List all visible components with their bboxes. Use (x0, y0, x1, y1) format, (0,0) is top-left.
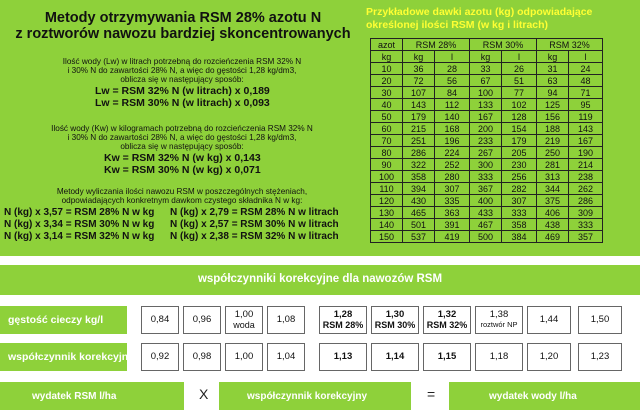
dose-table-body (371, 63, 603, 243)
formula-term-coeff (219, 382, 411, 410)
correction-banner-text: współczynniki korekcyjne dla nawozów RSM (197, 273, 443, 285)
dose-cell: 196 (435, 135, 470, 147)
dose-cell: 71 (569, 87, 603, 99)
dose-cell: 167 (569, 135, 603, 147)
azot-cell: 50 (371, 111, 403, 123)
density-cell (423, 306, 471, 334)
dose-cell: 200 (470, 123, 502, 135)
lw-formula-1: Lw = RSM 32% N (w litrach) x 0,189 (95, 85, 270, 97)
table-row (371, 123, 603, 135)
cell-value: 1,08 (276, 314, 296, 325)
dose-cell: 267 (470, 147, 502, 159)
dose-cell: 252 (435, 159, 470, 171)
unit-header: l (569, 51, 603, 63)
method-intro-2: odpowiadających konkretnym dawkom czystego składnika N w kg: (61, 196, 303, 205)
unit-header: l (435, 51, 470, 63)
density-cell (267, 306, 305, 334)
table-row (371, 159, 603, 171)
density-row-label (0, 306, 127, 334)
kw-formula-2: Kw = RSM 30% N (w kg) x 0,071 (104, 164, 261, 176)
dose-cell: 400 (470, 195, 502, 207)
unit-header: kg (470, 51, 502, 63)
table-row (371, 183, 603, 195)
dose-cell: 375 (537, 195, 569, 207)
table-row (371, 171, 603, 183)
azot-cell: 100 (371, 171, 403, 183)
dose-cell: 31 (537, 63, 569, 75)
formula-term-water-text: wydatek wody l/ha (489, 391, 577, 402)
method-intro-1: Metody wyliczania ilości nawozu RSM w poszczególnych stężeniach, (56, 187, 308, 196)
dose-cell: 188 (537, 123, 569, 135)
table-row (371, 219, 603, 231)
table-row (371, 147, 603, 159)
azot-header: azot (371, 39, 403, 51)
dose-cell: 128 (502, 111, 537, 123)
azot-cell: 10 (371, 63, 403, 75)
table-row (371, 87, 603, 99)
dose-cell: 313 (537, 171, 569, 183)
formula-term-coeff-text: współczynnik korekcyjny (247, 391, 368, 402)
dose-table-group-row (371, 39, 603, 51)
coeff-cell (423, 343, 471, 371)
formula-term-rsm (0, 382, 184, 410)
dose-cell: 112 (435, 99, 470, 111)
dose-cell: 333 (470, 171, 502, 183)
dose-cell: 36 (403, 63, 435, 75)
group-header-rsm32: RSM 32% (537, 39, 603, 51)
dose-cell: 391 (435, 219, 470, 231)
dose-cell: 179 (502, 135, 537, 147)
methods-section (0, 0, 366, 256)
azot-cell: 90 (371, 159, 403, 171)
dose-cell: 281 (537, 159, 569, 171)
coeff-cell (319, 343, 367, 371)
dose-cell: 419 (435, 231, 470, 243)
cell-value: 1,00 (234, 351, 254, 362)
dose-cell: 84 (435, 87, 470, 99)
methods-title-line1: Metody otrzymywania RSM 28% azotu N (44, 10, 322, 26)
dose-cell: 433 (470, 207, 502, 219)
cell-value: 1,14 (385, 351, 405, 362)
dose-cell: 307 (502, 195, 537, 207)
cell-value: 1,28 (333, 309, 353, 320)
kg-formula: N (kg) x 3,57 = RSM 28% N w kg (4, 207, 155, 218)
dose-cell: 256 (502, 171, 537, 183)
unit-header: kg (403, 51, 435, 63)
dose-cell: 358 (403, 171, 435, 183)
cell-value: 1,50 (590, 314, 610, 325)
density-cell (141, 306, 179, 334)
dose-cell: 215 (403, 123, 435, 135)
cell-value: 1,04 (276, 351, 296, 362)
water-intro-2: i 30% N do zawartości 28% N, a więc do gęstości 1,28 kg/dm3, (67, 66, 297, 75)
water-intro-1: Ilość wody (Lw) w litrach potrzebną do rozcieńczenia RSM 32% N (62, 57, 302, 66)
dose-cell: 406 (537, 207, 569, 219)
cell-value: 0,96 (192, 314, 212, 325)
cell-value: 0,98 (192, 351, 212, 362)
cell-sublabel: RSM 30% (374, 320, 416, 330)
dose-table (370, 38, 603, 243)
dose-cell: 133 (470, 99, 502, 111)
dose-cell: 537 (403, 231, 435, 243)
cell-value: 1,00 (234, 309, 254, 320)
cell-value: 1,30 (385, 309, 405, 320)
table-row (371, 207, 603, 219)
dose-cell: 467 (470, 219, 502, 231)
dose-cell: 72 (403, 75, 435, 87)
density-cell (183, 306, 221, 334)
litre-formula: N (kg) x 2,57 = RSM 30% N w litrach (170, 219, 339, 230)
dose-cell: 233 (470, 135, 502, 147)
dose-cell: 286 (403, 147, 435, 159)
dose-cell: 367 (470, 183, 502, 195)
dose-cell: 33 (470, 63, 502, 75)
dose-cell: 102 (502, 99, 537, 111)
correction-banner (0, 265, 640, 295)
dose-table-title (366, 6, 640, 31)
dose-cell: 168 (435, 123, 470, 135)
density-cell (578, 306, 622, 334)
dose-cell: 251 (403, 135, 435, 147)
dose-cell: 125 (537, 99, 569, 111)
coeff-cell (141, 343, 179, 371)
dose-cell: 77 (502, 87, 537, 99)
multiply-sign: X (199, 386, 209, 402)
dose-cell: 501 (403, 219, 435, 231)
dose-cell: 67 (470, 75, 502, 87)
unit-header: kg (371, 51, 403, 63)
dose-cell: 438 (537, 219, 569, 231)
cell-sublabel: roztwór NP (480, 320, 518, 329)
kw-formula-1: Kw = RSM 32% N (w kg) x 0,143 (104, 152, 261, 164)
density-cell (527, 306, 571, 334)
dose-cell: 63 (537, 75, 569, 87)
dose-cell: 94 (537, 87, 569, 99)
dose-cell: 26 (502, 63, 537, 75)
dose-cell: 154 (502, 123, 537, 135)
formula-term-water (449, 382, 640, 410)
dose-cell: 190 (569, 147, 603, 159)
coeff-cell (267, 343, 305, 371)
kg-formula: N (kg) x 3,34 = RSM 30% N w kg (4, 219, 155, 230)
kg-intro-2: i 30% N do zawartości 28% N, a więc do gęstości 1,28 kg/dm3, (67, 133, 297, 142)
dose-cell: 230 (502, 159, 537, 171)
dose-cell: 140 (435, 111, 470, 123)
dose-cell: 358 (502, 219, 537, 231)
dose-cell: 357 (569, 231, 603, 243)
dose-cell: 143 (569, 123, 603, 135)
formula-term-rsm-text: wydatek RSM l/ha (32, 391, 117, 402)
dose-cell: 333 (569, 219, 603, 231)
dose-table-title-line2: określonej ilości RSM (w kg i litrach) (366, 18, 549, 31)
dose-cell: 95 (569, 99, 603, 111)
dose-cell: 307 (435, 183, 470, 195)
dose-cell: 335 (435, 195, 470, 207)
dose-cell: 24 (569, 63, 603, 75)
density-cell (475, 306, 523, 334)
dose-cell: 28 (435, 63, 470, 75)
litre-formula: N (kg) x 2,79 = RSM 28% N w litrach (170, 207, 339, 218)
dose-cell: 214 (569, 159, 603, 171)
kg-formula: N (kg) x 3,14 = RSM 32% N w kg (4, 231, 155, 242)
unit-header: kg (537, 51, 569, 63)
dose-cell: 48 (569, 75, 603, 87)
dose-cell: 119 (569, 111, 603, 123)
cell-sublabel: RSM 32% (426, 320, 468, 330)
azot-cell: 70 (371, 135, 403, 147)
unit-header: l (502, 51, 537, 63)
coeff-cell (527, 343, 571, 371)
table-row (371, 135, 603, 147)
coeff-label-text: współczynnik korekcyjny (8, 351, 135, 363)
azot-cell: 30 (371, 87, 403, 99)
group-header-rsm28: RSM 28% (403, 39, 470, 51)
dose-cell: 333 (502, 207, 537, 219)
azot-cell: 110 (371, 183, 403, 195)
dose-cell: 224 (435, 147, 470, 159)
table-row (371, 231, 603, 243)
cell-value: 1,23 (590, 351, 610, 362)
dose-cell: 56 (435, 75, 470, 87)
cell-value: 1,15 (437, 351, 457, 362)
density-cell (319, 306, 367, 334)
dose-cell: 143 (403, 99, 435, 111)
coeff-cell (225, 343, 263, 371)
coeff-cell (578, 343, 622, 371)
dose-cell: 262 (569, 183, 603, 195)
kg-intro-1: Ilość wody (Kw) w kilogramach potrzebną do rozcieńczenia RSM 32% N (51, 124, 313, 133)
table-row (371, 75, 603, 87)
dose-cell: 156 (537, 111, 569, 123)
dose-cell: 51 (502, 75, 537, 87)
dose-cell: 363 (435, 207, 470, 219)
density-cell (371, 306, 419, 334)
coeff-cell (183, 343, 221, 371)
coeff-cell (371, 343, 419, 371)
cell-value: 1,18 (489, 351, 509, 362)
density-label-text: gęstość cieczy kg/l (8, 314, 104, 326)
azot-cell: 140 (371, 219, 403, 231)
dose-cell: 465 (403, 207, 435, 219)
dose-cell: 309 (569, 207, 603, 219)
cell-value: 1,32 (437, 309, 457, 320)
cell-value: 1,38 (489, 309, 509, 320)
table-row (371, 99, 603, 111)
azot-cell: 120 (371, 195, 403, 207)
azot-cell: 80 (371, 147, 403, 159)
azot-cell: 60 (371, 123, 403, 135)
dose-cell: 100 (470, 87, 502, 99)
dose-cell: 430 (403, 195, 435, 207)
table-row (371, 63, 603, 75)
dose-cell: 384 (502, 231, 537, 243)
dose-cell: 469 (537, 231, 569, 243)
dose-cell: 300 (470, 159, 502, 171)
coeff-cell (475, 343, 523, 371)
dose-cell: 280 (435, 171, 470, 183)
cell-sublabel: woda (233, 320, 255, 330)
dose-cell: 322 (403, 159, 435, 171)
dose-cell: 107 (403, 87, 435, 99)
azot-cell: 150 (371, 231, 403, 243)
dose-cell: 179 (403, 111, 435, 123)
dose-cell: 344 (537, 183, 569, 195)
cell-value: 0,84 (150, 314, 170, 325)
dose-table-title-line1: Przykładowe dawki azotu (kg) odpowiadające (366, 6, 593, 18)
cell-value: 0,92 (150, 351, 170, 362)
dose-table-unit-row (371, 51, 603, 63)
coeff-row-label (0, 343, 135, 371)
dose-cell: 250 (537, 147, 569, 159)
methods-title-line2: z roztworów nawozu bardziej skoncentrowanych (15, 26, 351, 42)
azot-cell: 130 (371, 207, 403, 219)
dose-cell: 500 (470, 231, 502, 243)
dose-cell: 282 (502, 183, 537, 195)
dose-cell: 167 (470, 111, 502, 123)
dose-cell: 205 (502, 147, 537, 159)
equals-sign: = (427, 386, 436, 402)
azot-cell: 20 (371, 75, 403, 87)
density-cell (225, 306, 263, 334)
litre-formula: N (kg) x 2,38 = RSM 32% N w litrach (170, 231, 339, 242)
lw-formula-2: Lw = RSM 30% N (w litrach) x 0,093 (95, 97, 270, 109)
cell-value: 1,44 (539, 314, 559, 325)
cell-value: 1,20 (539, 351, 559, 362)
dose-cell: 286 (569, 195, 603, 207)
azot-cell: 40 (371, 99, 403, 111)
dose-cell: 219 (537, 135, 569, 147)
cell-value: 1,13 (333, 351, 353, 362)
kg-intro-3: oblicza się w następujący sposób: (120, 142, 244, 151)
dose-cell: 394 (403, 183, 435, 195)
table-row (371, 111, 603, 123)
dose-cell: 238 (569, 171, 603, 183)
cell-sublabel: RSM 28% (322, 320, 364, 330)
group-header-rsm30: RSM 30% (470, 39, 537, 51)
table-row (371, 195, 603, 207)
water-intro-3: oblicza się w następujący sposób: (120, 75, 244, 84)
